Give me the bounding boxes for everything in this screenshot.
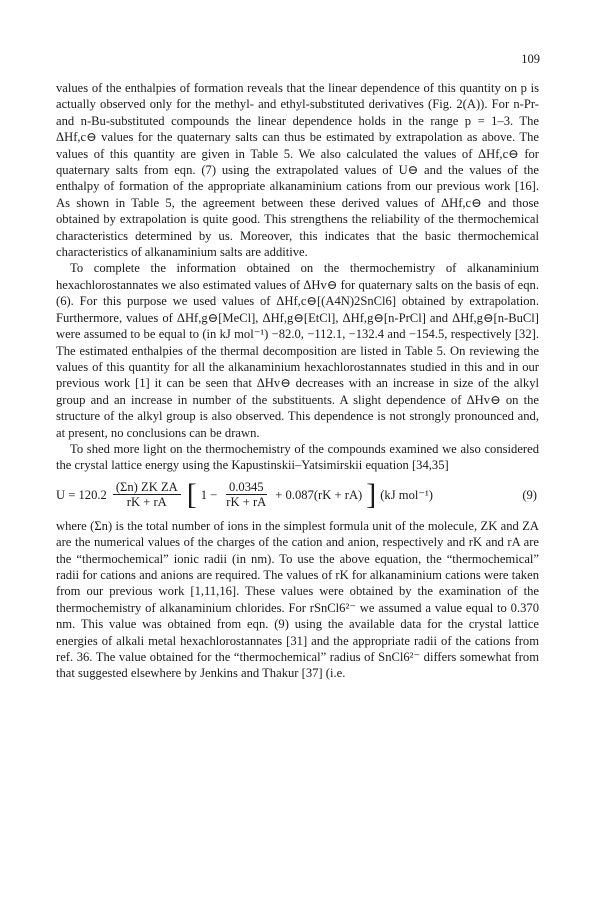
body-text <box>56 80 539 682</box>
equation-tail: + 0.087(rK + rA) <box>275 487 363 502</box>
equation-number: (9) <box>522 487 537 502</box>
paragraph-lattice-energy-details: where (Σn) is the total number of ions in the simplest formula unit of the molecule, ZK and ZA are the numerical values of the charges of the cation and anion, respectively and rK and rA are the “thermochemical” ionic radii (in nm). To use the above equation, the “thermochemical” radii for cations and anions are required. The values of rK for alkanaminium cations were taken from our previous work [1,11,16]. These values were obtained by the examination of the thermochemistry of alkanaminium chlorides. For rSnCl6²⁻ we assumed a value equal to 0.370 nm. This value was obtained from eqn. (9) using the available data for the crystal lattice energies of alkali metal hexachlorostannates [31] and the appropriate radii of the cations from ref. 36. The value obtained for the “thermochemical” radius of SnCl6²⁻ differs somewhat from that suggested elsewhere by Jenkins and Thakur [37] (i.e. <box>56 518 539 681</box>
equation-9 <box>56 477 539 511</box>
fraction-1-numerator: (Σn) ZK ZA <box>113 480 181 495</box>
bracket-open: [ <box>186 477 197 511</box>
equation-lhs: U = 120.2 <box>56 487 107 502</box>
equation-expression <box>56 477 433 511</box>
fraction-2-numerator: 0.0345 <box>226 480 267 495</box>
paragraph-thermal-decomposition: To complete the information obtained on the thermochemistry of alkanaminium hexachlorostannates we also estimated values of ΔHv⊖ for quaternary salts on the basis of eqn. (6). For this purpose we used values of ΔHf,c⊖[(A4N)2SnCl6] obtained by extrapolation. Furthermore, values of ΔHf,g⊖[MeCl], ΔHf,g⊖[EtCl], ΔHf,g⊖[n-PrCl] and ΔHf,g⊖[n-BuCl] were assumed to be equal to (in kJ mol⁻¹) −82.0, −112.1, −132.4 and −154.5, respectively [32]. The estimated enthalpies of the thermal decomposition are listed in Table 5. On reviewing the values of this quantity for all the alkanaminium hexachlorostannates studied in this and in our previous work [1] it can be seen that ΔHv⊖ decreases with an increase in size of the alkyl group and an increase in number of the substituents. A slight dependence of ΔHv⊖ on the structure of the alkyl group is also observed. This dependence is not strongly pronounced and, at present, no conclusions can be drawn. <box>56 261 539 440</box>
fraction-1-denominator: rK + rA <box>126 495 167 510</box>
equation-one-minus: 1 − <box>200 487 218 502</box>
equation-units: (kJ mol⁻¹) <box>380 487 433 502</box>
paragraph-lattice-energy-intro: To shed more light on the thermochemistry of the compounds examined we also considered the crystal lattice energy using the Kapustinskii–Yatsimirskii equation [34,35] <box>56 441 539 473</box>
equation-fraction-2 <box>223 480 269 509</box>
bracket-close: ] <box>366 477 377 511</box>
fraction-2-denominator: rK + rA <box>226 495 267 510</box>
equation-fraction-1 <box>113 480 181 509</box>
page-number: 109 <box>521 52 540 66</box>
paragraph-enthalpy-extrapolation: values of the enthalpies of formation reveals that the linear dependence of this quantity on p is actually observed only for the methyl- and ethyl-substituted derivatives (Fig. 2(A)). For n-Pr- and n-Bu-substituted compounds the linear dependence holds in the range p = 1–3. The ΔHf,c⊖ values for the quaternary salts can thus be estimated by extrapolation as above. The values of this quantity are given in Table 5. We also calculated the values of ΔHf,c⊖ for quaternary salts from eqn. (7) using the extrapolated values of U⊖ and the values of the enthalpy of formation of the appropriate alkanaminium cations from our previous work [16]. As shown in Table 5, the agreement between these derived values of ΔHf,c⊖ and those obtained by extrapolation is quite good. This strengthens the reliability of the thermochemical characteristics determined by us. Moreover, this indicates that the basic thermochemical characteristics of alkanaminium salts are additive. <box>56 81 539 260</box>
